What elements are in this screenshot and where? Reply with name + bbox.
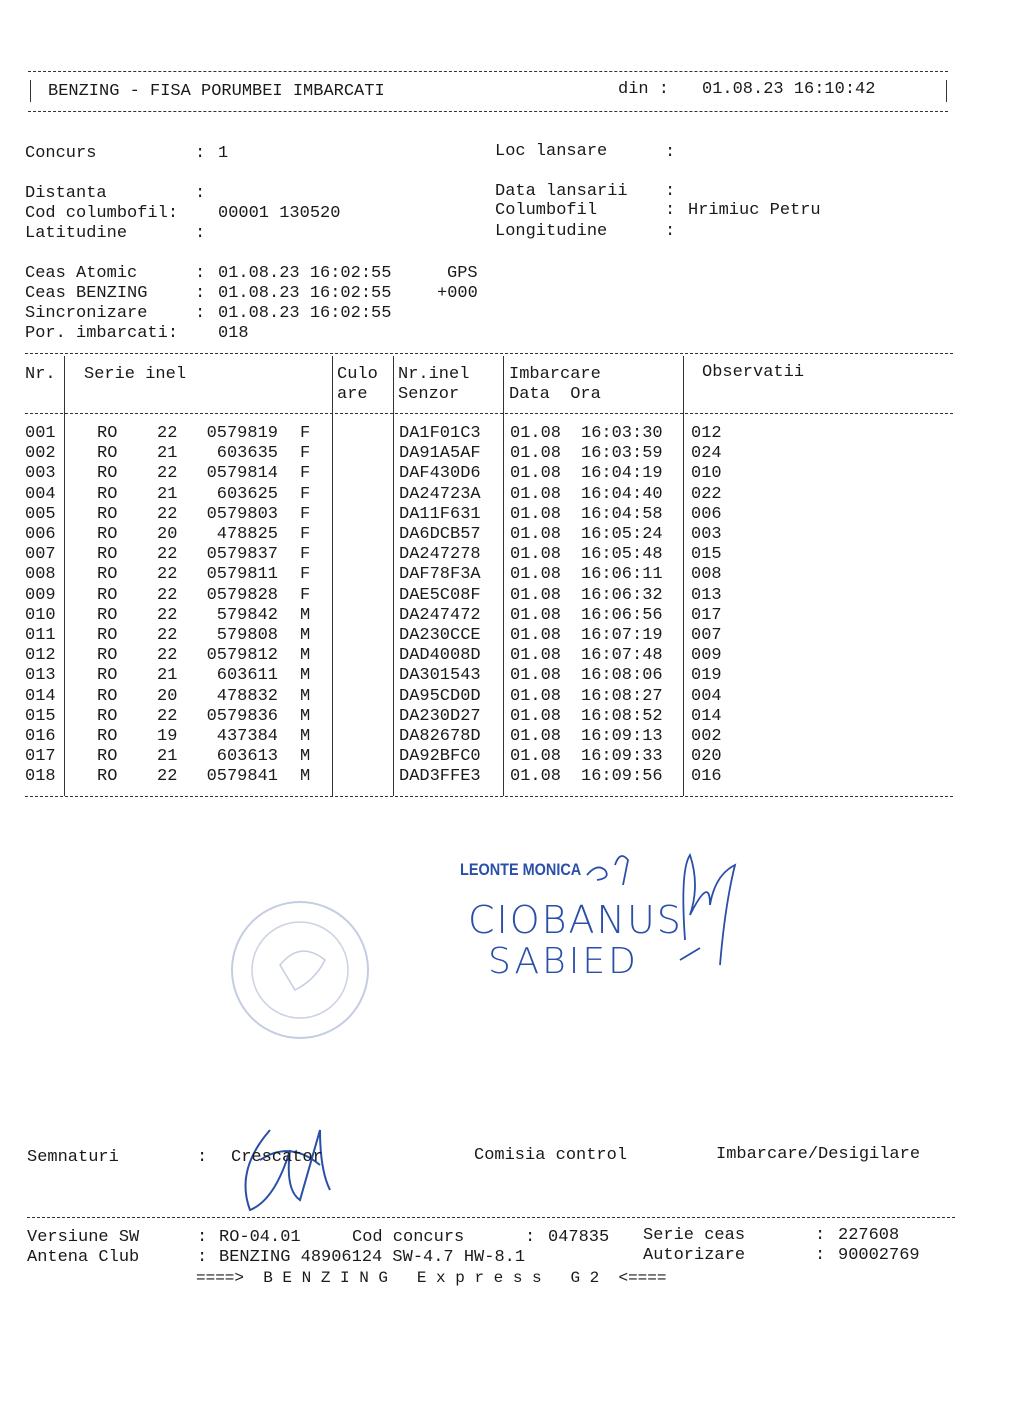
cell-ring-number: 0579841 xyxy=(206,767,278,787)
cell-nr: 013 xyxy=(25,666,56,686)
cell-country: RO xyxy=(97,727,118,746)
sincronizare-label: Sincronizare xyxy=(25,304,148,323)
cell-sex: F xyxy=(300,484,311,504)
cell-year: 19 xyxy=(157,727,178,746)
colon: : xyxy=(195,264,206,283)
cell-sensor-ring: DAD4008D xyxy=(399,646,481,666)
table-row xyxy=(0,444,1024,464)
cell-observation: 003 xyxy=(691,525,722,544)
col-header-imbarcare-1: Imbarcare xyxy=(509,365,601,384)
cell-ring-number: 0579814 xyxy=(206,464,278,484)
colon: : xyxy=(665,182,676,201)
colon: : xyxy=(195,144,206,163)
cell-sex: F xyxy=(300,444,311,464)
cell-date: 01.08 xyxy=(510,666,562,686)
cell-ring-number: 478832 xyxy=(216,686,278,706)
serie-ceas-label: Serie ceas xyxy=(643,1226,746,1245)
cell-country: RO xyxy=(97,504,118,524)
cell-country: RO xyxy=(97,484,118,504)
table-header-border xyxy=(25,413,953,414)
cell-year: 21 xyxy=(157,666,178,686)
cod-columbofil-label: Cod columbofil: xyxy=(25,204,179,223)
cell-nr: 002 xyxy=(25,444,56,464)
handwritten-name-2: SABIED xyxy=(488,941,639,982)
versiune-label: Versiune SW xyxy=(27,1228,140,1247)
cell-time: 16:09:33 xyxy=(581,747,663,767)
cell-sensor-ring: DAF430D6 xyxy=(399,464,481,484)
table-row xyxy=(0,666,1024,686)
cell-ring-number: 0579836 xyxy=(206,706,278,726)
colon: : xyxy=(815,1246,826,1265)
cell-year: 22 xyxy=(157,605,178,625)
brand-line: ====> B E N Z I N G E x p r e s s G 2 <==== xyxy=(196,1269,667,1287)
cell-sensor-ring: DA92BFC0 xyxy=(399,747,481,767)
cell-date: 01.08 xyxy=(510,525,562,544)
cell-date: 01.08 xyxy=(510,464,562,484)
cell-date: 01.08 xyxy=(510,484,562,504)
cell-time: 16:03:59 xyxy=(581,444,663,464)
cell-date: 01.08 xyxy=(510,767,562,787)
cell-nr: 010 xyxy=(25,605,56,625)
colon: : xyxy=(195,184,206,203)
cell-nr: 015 xyxy=(25,706,56,726)
cell-time: 16:03:30 xyxy=(581,424,663,443)
cell-ring-number: 0579828 xyxy=(206,585,278,605)
imbarcare-desigilare-label: Imbarcare/Desigilare xyxy=(716,1145,921,1164)
cell-year: 22 xyxy=(157,545,178,565)
cell-time: 16:04:58 xyxy=(581,504,663,524)
cell-observation: 024 xyxy=(691,444,722,464)
por-imbarcati-value: 018 xyxy=(218,324,249,343)
cell-sex: M xyxy=(300,747,311,767)
cell-sensor-ring: DA247472 xyxy=(399,605,481,625)
table-row xyxy=(0,747,1024,767)
cell-date: 01.08 xyxy=(510,444,562,464)
handwritten-name-1: CIOBANUS xyxy=(468,898,683,942)
cell-country: RO xyxy=(97,525,118,544)
versiune-value: RO-04.01 xyxy=(219,1228,301,1247)
cell-time: 16:05:24 xyxy=(581,525,663,544)
cell-sensor-ring: DA247278 xyxy=(399,545,481,565)
cell-sex: M xyxy=(300,626,311,645)
cell-observation: 007 xyxy=(691,626,722,645)
crescator-signature xyxy=(230,1120,340,1220)
cell-ring-number: 603613 xyxy=(216,747,278,767)
comisia-label: Comisia control xyxy=(474,1146,628,1165)
cell-sex: M xyxy=(300,706,311,726)
cell-nr: 005 xyxy=(25,504,56,524)
table-top-border xyxy=(25,353,953,354)
col-header-culoare-1: Culo xyxy=(337,365,378,384)
cell-ring-number: 437384 xyxy=(216,727,278,746)
cell-date: 01.08 xyxy=(510,686,562,706)
colon: : xyxy=(197,1148,208,1167)
table-row xyxy=(0,687,1024,707)
cell-sensor-ring: DA95CD0D xyxy=(399,686,481,706)
cell-country: RO xyxy=(97,767,118,787)
table-row xyxy=(0,586,1024,606)
col-header-nr: Nr. xyxy=(25,365,56,384)
cell-year: 22 xyxy=(157,464,178,484)
table-row xyxy=(0,707,1024,727)
cell-observation: 016 xyxy=(691,767,722,787)
cell-sex: F xyxy=(300,565,311,585)
cell-date: 01.08 xyxy=(510,747,562,767)
cell-observation: 006 xyxy=(691,504,722,524)
por-imbarcati-label: Por. imbarcati: xyxy=(25,324,179,343)
table-row xyxy=(0,565,1024,585)
cell-sex: F xyxy=(300,545,311,565)
longitudine-label: Longitudine xyxy=(495,222,608,241)
cell-time: 16:05:48 xyxy=(581,545,663,565)
table-bottom-border xyxy=(25,796,953,797)
cell-year: 22 xyxy=(157,424,178,443)
cell-time: 16:06:11 xyxy=(581,565,663,585)
cell-ring-number: 603635 xyxy=(216,444,278,464)
antena-value: BENZING 48906124 SW-4.7 HW-8.1 xyxy=(219,1248,526,1267)
table-row xyxy=(0,424,1024,444)
cell-country: RO xyxy=(97,686,118,706)
cell-date: 01.08 xyxy=(510,585,562,605)
cell-observation: 012 xyxy=(691,424,722,443)
cell-year: 22 xyxy=(157,565,178,585)
cell-nr: 004 xyxy=(25,484,56,504)
cell-nr: 003 xyxy=(25,464,56,484)
columbofil-value: Hrimiuc Petru xyxy=(688,201,821,220)
cell-nr: 018 xyxy=(25,767,56,787)
col-header-culoare-2: are xyxy=(337,385,368,404)
cell-time: 16:08:06 xyxy=(581,666,663,686)
cell-observation: 002 xyxy=(691,727,722,746)
crescator-label: Crescator xyxy=(231,1148,323,1167)
cell-nr: 017 xyxy=(25,747,56,767)
cell-sex: F xyxy=(300,585,311,605)
cell-sensor-ring: DA6DCB57 xyxy=(399,525,481,544)
cod-columbofil-value: 00001 130520 xyxy=(218,204,341,223)
data-lansarii-label: Data lansarii xyxy=(495,182,628,201)
cell-nr: 012 xyxy=(25,646,56,666)
cell-nr: 011 xyxy=(25,626,56,645)
cell-observation: 004 xyxy=(691,686,722,706)
autorizare-label: Autorizare xyxy=(643,1246,746,1265)
cell-ring-number: 603625 xyxy=(216,484,278,504)
stamp-leonte-monica: LEONTE MONICA xyxy=(460,860,582,879)
col-header-inel-1: Nr.inel xyxy=(398,365,470,384)
cell-nr: 001 xyxy=(25,424,56,443)
ceas-benzing-offset: +000 xyxy=(437,284,478,303)
col-header-imbarcare-2: Data Ora xyxy=(509,385,601,404)
cell-country: RO xyxy=(97,747,118,767)
cell-time: 16:09:13 xyxy=(581,727,663,746)
footer-border xyxy=(27,1217,955,1218)
cell-sensor-ring: DA301543 xyxy=(399,666,481,686)
cell-sensor-ring: DAE5C08F xyxy=(399,585,481,605)
table-row xyxy=(0,485,1024,505)
concurs-value: 1 xyxy=(218,144,229,163)
signature-scribble xyxy=(575,840,745,980)
cell-observation: 014 xyxy=(691,706,722,726)
cell-date: 01.08 xyxy=(510,626,562,645)
cell-observation: 017 xyxy=(691,605,722,625)
colon: : xyxy=(525,1228,536,1247)
club-seal xyxy=(225,895,375,1045)
header-din-label: din : xyxy=(618,80,670,99)
cell-observation: 010 xyxy=(691,464,722,484)
cell-sensor-ring: DA82678D xyxy=(399,727,481,746)
cell-time: 16:08:52 xyxy=(581,706,663,726)
cell-time: 16:06:32 xyxy=(581,585,663,605)
cell-sex: M xyxy=(300,605,311,625)
cell-sensor-ring: DAF78F3A xyxy=(399,565,481,585)
cell-date: 01.08 xyxy=(510,565,562,585)
cell-date: 01.08 xyxy=(510,605,562,625)
cell-ring-number: 579842 xyxy=(216,605,278,625)
cell-observation: 015 xyxy=(691,545,722,565)
ceas-atomic-label: Ceas Atomic xyxy=(25,264,138,283)
cell-country: RO xyxy=(97,646,118,666)
header-left-border xyxy=(30,80,31,102)
cell-sex: F xyxy=(300,464,311,484)
cell-date: 01.08 xyxy=(510,424,562,443)
table-row xyxy=(0,767,1024,787)
cell-observation: 008 xyxy=(691,565,722,585)
cell-sex: F xyxy=(300,424,311,443)
cell-ring-number: 603611 xyxy=(216,666,278,686)
cell-time: 16:06:56 xyxy=(581,605,663,625)
table-row xyxy=(0,646,1024,666)
cell-time: 16:07:19 xyxy=(581,626,663,645)
colon: : xyxy=(665,143,676,162)
table-row xyxy=(0,505,1024,525)
cell-time: 16:04:19 xyxy=(581,464,663,484)
colon: : xyxy=(665,222,676,241)
cell-nr: 014 xyxy=(25,686,56,706)
cell-nr: 007 xyxy=(25,545,56,565)
cell-ring-number: 0579837 xyxy=(206,545,278,565)
cell-sex: M xyxy=(300,767,311,787)
cell-date: 01.08 xyxy=(510,706,562,726)
cell-year: 21 xyxy=(157,444,178,464)
cell-nr: 009 xyxy=(25,585,56,605)
cell-sensor-ring: DA11F631 xyxy=(399,504,481,524)
cell-year: 22 xyxy=(157,626,178,645)
antena-label: Antena Club xyxy=(27,1248,140,1267)
cell-observation: 019 xyxy=(691,666,722,686)
cell-sensor-ring: DA24723A xyxy=(399,484,481,504)
cell-sensor-ring: DA230CCE xyxy=(399,626,481,645)
col-header-observatii: Observatii xyxy=(702,363,805,382)
distanta-label: Distanta xyxy=(25,184,107,203)
table-row xyxy=(0,727,1024,747)
cell-year: 20 xyxy=(157,686,178,706)
colon: : xyxy=(665,201,676,220)
cod-concurs-label: Cod concurs xyxy=(352,1228,465,1247)
cell-time: 16:09:56 xyxy=(581,767,663,787)
cell-observation: 020 xyxy=(691,747,722,767)
cell-nr: 006 xyxy=(25,525,56,544)
col-header-inel-2: Senzor xyxy=(398,385,460,404)
colon: : xyxy=(195,304,206,323)
table-row xyxy=(0,606,1024,626)
table-row xyxy=(0,626,1024,646)
cell-sensor-ring: DAD3FFE3 xyxy=(399,767,481,787)
cell-sensor-ring: DA230D27 xyxy=(399,706,481,726)
cell-sensor-ring: DA1F01C3 xyxy=(399,424,481,443)
header-top-border xyxy=(28,71,948,72)
latitudine-label: Latitudine xyxy=(25,224,128,243)
cell-sensor-ring: DA91A5AF xyxy=(399,444,481,464)
ceas-atomic-value: 01.08.23 16:02:55 xyxy=(218,264,392,283)
cell-country: RO xyxy=(97,605,118,625)
cell-date: 01.08 xyxy=(510,727,562,746)
serie-ceas-value: 227608 xyxy=(838,1226,900,1245)
header-datetime: 01.08.23 16:10:42 xyxy=(702,80,876,99)
cell-country: RO xyxy=(97,444,118,464)
ceas-benzing-value: 01.08.23 16:02:55 xyxy=(218,284,392,303)
cell-year: 20 xyxy=(157,525,178,544)
cell-sex: F xyxy=(300,504,311,524)
colon: : xyxy=(195,224,206,243)
columbofil-label: Columbofil xyxy=(495,201,598,220)
page-title: BENZING - FISA PORUMBEI IMBARCATI xyxy=(48,82,385,101)
colon: : xyxy=(197,1228,208,1247)
cell-country: RO xyxy=(97,585,118,605)
cell-year: 22 xyxy=(157,706,178,726)
cell-country: RO xyxy=(97,565,118,585)
cell-ring-number: 478825 xyxy=(216,525,278,544)
cell-year: 22 xyxy=(157,585,178,605)
cell-sex: M xyxy=(300,666,311,686)
cell-ring-number: 0579811 xyxy=(206,565,278,585)
header-right-border xyxy=(946,80,947,102)
concurs-label: Concurs xyxy=(25,144,97,163)
cell-ring-number: 579808 xyxy=(216,626,278,645)
table-row xyxy=(0,464,1024,484)
cod-concurs-value: 047835 xyxy=(548,1228,610,1247)
cell-sex: M xyxy=(300,727,311,746)
cell-date: 01.08 xyxy=(510,646,562,666)
cell-year: 22 xyxy=(157,767,178,787)
cell-sex: M xyxy=(300,646,311,666)
cell-time: 16:07:48 xyxy=(581,646,663,666)
cell-observation: 009 xyxy=(691,646,722,666)
cell-year: 22 xyxy=(157,504,178,524)
table-row xyxy=(0,525,1024,545)
cell-ring-number: 0579803 xyxy=(206,504,278,524)
cell-country: RO xyxy=(97,626,118,645)
cell-date: 01.08 xyxy=(510,504,562,524)
colon: : xyxy=(815,1226,826,1245)
cell-country: RO xyxy=(97,545,118,565)
cell-year: 22 xyxy=(157,646,178,666)
cell-country: RO xyxy=(97,464,118,484)
semnaturi-label: Semnaturi xyxy=(27,1148,119,1167)
cell-country: RO xyxy=(97,424,118,443)
cell-ring-number: 0579819 xyxy=(206,424,278,443)
ceas-atomic-source: GPS xyxy=(447,264,478,283)
table-row xyxy=(0,545,1024,565)
autorizare-value: 90002769 xyxy=(838,1246,920,1265)
header-bottom-border xyxy=(28,111,948,112)
colon: : xyxy=(195,284,206,303)
cell-year: 21 xyxy=(157,484,178,504)
cell-observation: 022 xyxy=(691,484,722,504)
cell-time: 16:04:40 xyxy=(581,484,663,504)
cell-ring-number: 0579812 xyxy=(206,646,278,666)
cell-country: RO xyxy=(97,706,118,726)
cell-observation: 013 xyxy=(691,585,722,605)
cell-sex: M xyxy=(300,686,311,706)
sincronizare-value: 01.08.23 16:02:55 xyxy=(218,304,392,323)
cell-nr: 016 xyxy=(25,727,56,746)
cell-time: 16:08:27 xyxy=(581,686,663,706)
cell-nr: 008 xyxy=(25,565,56,585)
cell-year: 21 xyxy=(157,747,178,767)
cell-country: RO xyxy=(97,666,118,686)
cell-date: 01.08 xyxy=(510,545,562,565)
loc-lansare-label: Loc lansare xyxy=(495,142,608,161)
colon: : xyxy=(197,1248,208,1267)
col-header-serie: Serie inel xyxy=(84,365,187,384)
ceas-benzing-label: Ceas BENZING xyxy=(25,284,148,303)
cell-sex: F xyxy=(300,525,311,544)
